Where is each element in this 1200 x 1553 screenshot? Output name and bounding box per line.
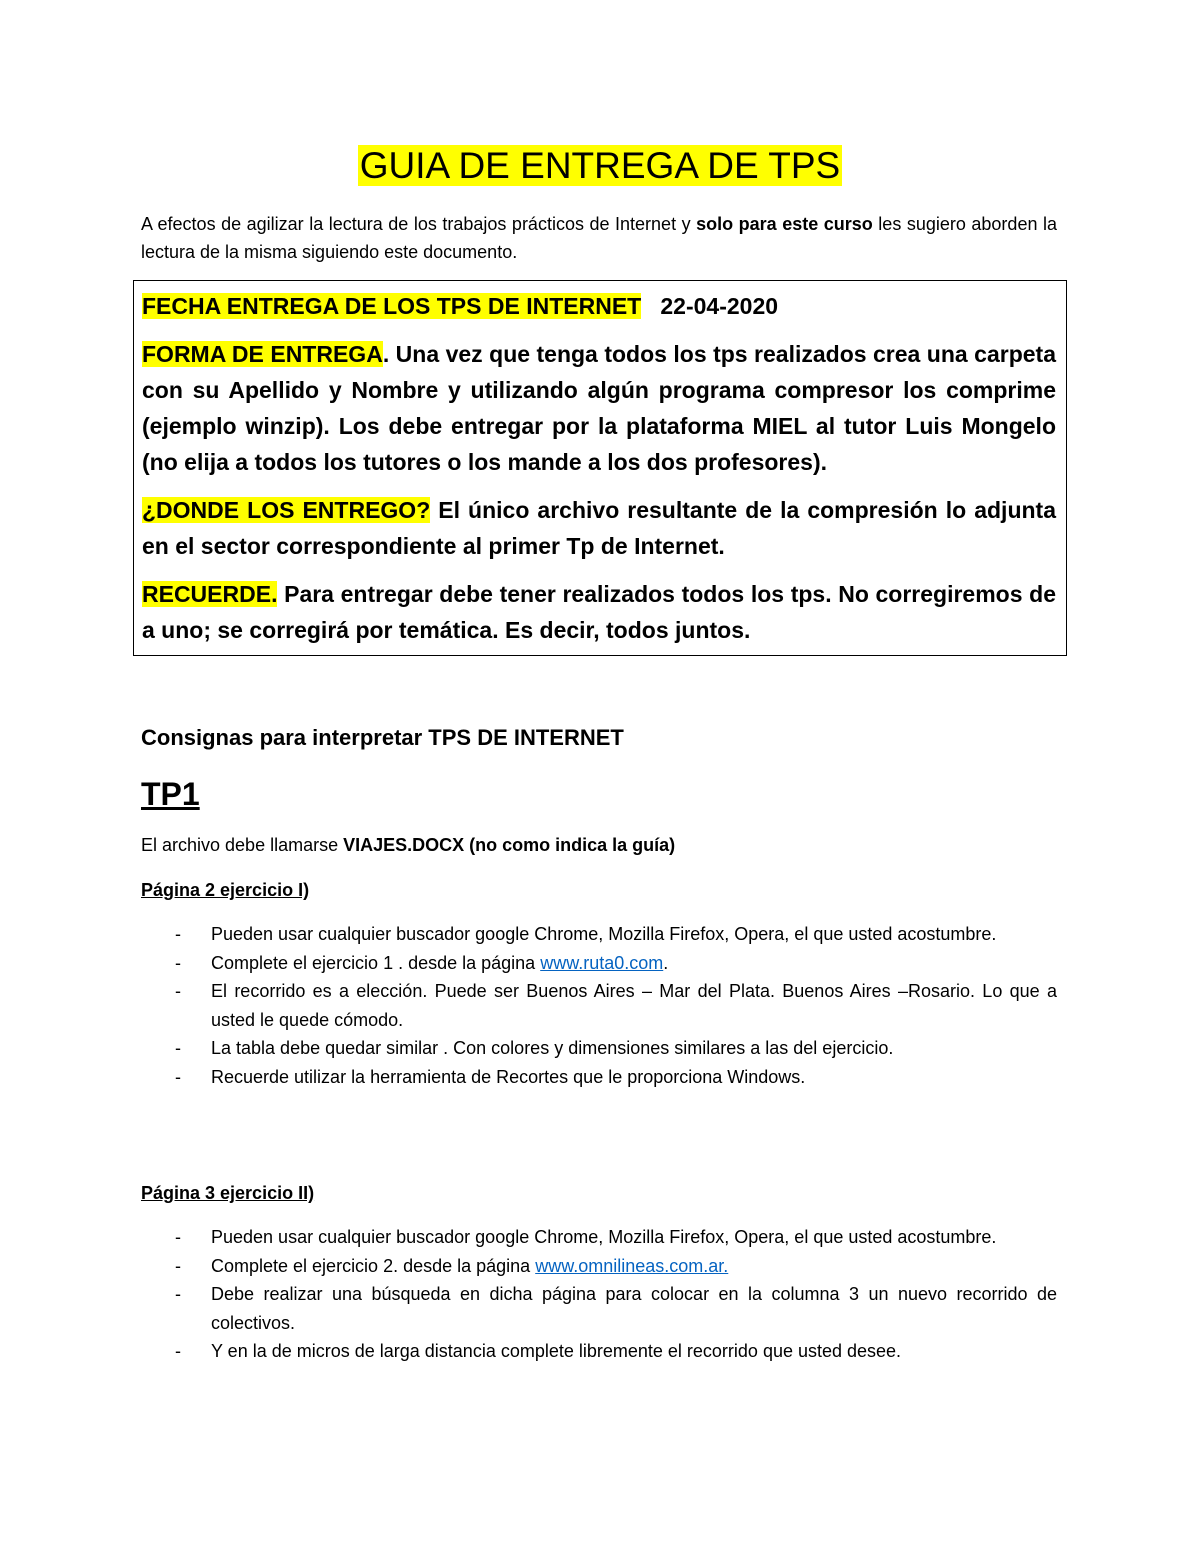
delivery-date-label: FECHA ENTREGA DE LOS TPS DE INTERNET: [142, 293, 642, 319]
reminder-paragraph: RECUERDE. Para entregar debe tener realizados todos los tps. No corregiremos de a uno; se corregirá por temática. Es decir, todos juntos.: [142, 581, 1056, 643]
delivery-where-label: ¿DONDE LOS ENTREGO?: [142, 497, 431, 523]
document-title: GUIA DE ENTREGA DE TPS: [359, 145, 841, 186]
ruta0-link[interactable]: www.ruta0.com: [540, 952, 664, 973]
delivery-info-box: [133, 280, 1067, 656]
list-item: - Y en la de micros de larga distancia complete libremente el recorrido que usted desee.: [175, 1341, 902, 1361]
section-heading-page-2: Página 2 ejercicio I): [141, 880, 310, 900]
delivery-where-paragraph: ¿DONDE LOS ENTREGO? El único archivo resultante de la compresión lo adjunta en el sector correspondiente al primer Tp de Internet.: [142, 497, 1056, 559]
list-item: - Complete el ejercicio 1 . desde la página www.ruta0.com.: [175, 952, 669, 973]
delivery-method-paragraph: FORMA DE ENTREGA. Una vez que tenga todos los tps realizados crea una carpeta con su Apellido y Nombre y utilizando algún programa compresor los comprime (ejemplo winzip). Los debe entregar por la plataforma MIEL al tutor Luis Mongelo (no elija a todos los tutores o los mande a los dos profesores).: [142, 341, 1056, 475]
list-item: - Debe realizar una búsqueda en dicha página para colocar en la columna 3 un nuevo recorrido de colectivos.: [175, 1284, 1057, 1333]
list-item: - Complete el ejercicio 2. desde la página www.omnilineas.com.ar.: [175, 1255, 729, 1276]
consignas-heading: Consignas para interpretar TPS DE INTERNET: [141, 725, 624, 750]
list-item: - Pueden usar cualquier buscador google Chrome, Mozilla Firefox, Opera, el que usted acostumbre.: [175, 924, 997, 944]
list-item: - Recuerde utilizar la herramienta de Recortes que le proporciona Windows.: [175, 1066, 806, 1087]
intro-paragraph: A efectos de agilizar la lectura de los trabajos prácticos de Internet y solo para este curso les sugiero aborden la lectura de la misma siguiendo este documento.: [141, 214, 1057, 262]
list-item: - La tabla debe quedar similar . Con colores y dimensiones similares a las del ejercicio.: [175, 1038, 894, 1058]
section-1-list: [141, 920, 1057, 1091]
reminder-label: RECUERDE.: [142, 581, 278, 607]
list-item: - Pueden usar cualquier buscador google Chrome, Mozilla Firefox, Opera, el que usted acostumbre.: [175, 1227, 997, 1247]
omnilineas-link[interactable]: www.omnilineas.com.ar.: [535, 1255, 729, 1276]
delivery-method-label: FORMA DE ENTREGA: [142, 341, 383, 367]
list-item: - El recorrido es a elección. Puede ser Buenos Aires – Mar del Plata. Buenos Aires –Rosario. Lo que a usted le quede cómodo.: [175, 981, 1057, 1030]
filename-instruction: El archivo debe llamarse VIAJES.DOCX (no como indica la guía): [141, 835, 676, 855]
tp1-heading: TP1: [141, 776, 200, 812]
delivery-date-line: [142, 288, 1056, 324]
section-2-list: [141, 1223, 1057, 1366]
section-heading-page-3: Página 3 ejercicio II): [141, 1183, 315, 1203]
delivery-date-value: 22-04-2020: [660, 293, 779, 319]
